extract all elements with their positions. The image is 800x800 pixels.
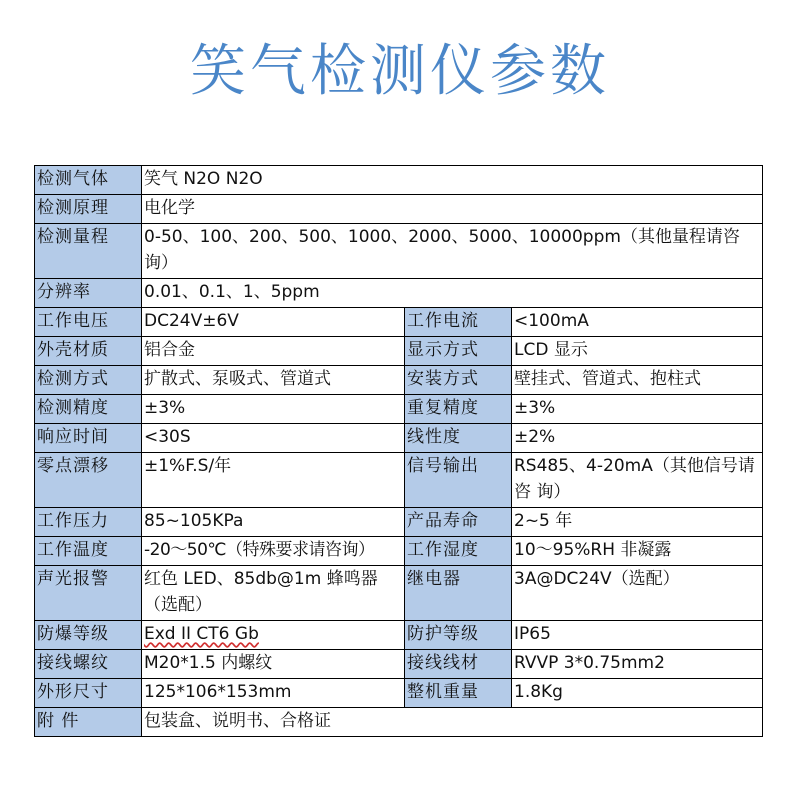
param-value: ±2% [512,424,763,453]
param-value: 铝合金 [142,337,405,366]
param-label: 工作压力 [35,508,142,537]
param-label: 产品寿命 [405,508,512,537]
table-row [35,708,763,737]
param-label: 继电器 [405,566,512,621]
table-row [35,424,763,453]
spec-table [34,165,763,737]
explosion-proof-grade: Exd II CT6 Gb [144,624,259,644]
table-row [35,508,763,537]
table-row [35,166,763,195]
param-value: -20～50℃（特殊要求请咨询） [142,537,405,566]
param-label: 外形尺寸 [35,679,142,708]
param-label: 工作湿度 [405,537,512,566]
table-row [35,279,763,308]
param-label: 附 件 [35,708,142,737]
param-value: <30S [142,424,405,453]
param-label: 零点漂移 [35,453,142,508]
param-label: 线性度 [405,424,512,453]
param-value: IP65 [512,621,763,650]
param-label: 检测原理 [35,195,142,224]
table-row [35,453,763,508]
param-label: 信号输出 [405,453,512,508]
param-label: 响应时间 [35,424,142,453]
param-value: 3A@DC24V（选配） [512,566,763,621]
param-value: RVVP 3*0.75mm2 [512,650,763,679]
table-row [35,308,763,337]
param-value: 电化学 [142,195,763,224]
page-title: 笑气检测仪参数 [190,39,610,104]
param-label: 防护等级 [405,621,512,650]
param-label: 工作电压 [35,308,142,337]
table-row [35,566,763,621]
param-label: 显示方式 [405,337,512,366]
table-row [35,224,763,279]
param-value: DC24V±6V [142,308,405,337]
param-label: 整机重量 [405,679,512,708]
param-value: <100mA [512,308,763,337]
table-row [35,366,763,395]
table-row [35,395,763,424]
param-label: 接线螺纹 [35,650,142,679]
param-value: 2~5 年 [512,508,763,537]
param-value: 85~105KPa [142,508,405,537]
table-row [35,650,763,679]
param-label: 声光报警 [35,566,142,621]
table-row [35,621,763,650]
param-value: 10～95%RH 非凝露 [512,537,763,566]
param-value: 0.01、0.1、1、5ppm [142,279,763,308]
param-label: 分辨率 [35,279,142,308]
table-row [35,337,763,366]
param-value: RS485、4-20mA（其他信号请咨 询） [512,453,763,508]
param-label: 外壳材质 [35,337,142,366]
param-value: M20*1.5 内螺纹 [142,650,405,679]
table-row [35,679,763,708]
param-label: 接线线材 [405,650,512,679]
param-label: 检测量程 [35,224,142,279]
param-label: 工作温度 [35,537,142,566]
param-value: ±1%F.S/年 [142,453,405,508]
param-value: 1.8Kg [512,679,763,708]
param-value: 125*106*153mm [142,679,405,708]
param-value: 红色 LED、85db@1m 蜂鸣器（选配） [142,566,405,621]
param-value: 扩散式、泵吸式、管道式 [142,366,405,395]
param-value: 壁挂式、管道式、抱柱式 [512,366,763,395]
param-label: 检测精度 [35,395,142,424]
param-label: 安装方式 [405,366,512,395]
param-value: 0-50、100、200、500、1000、2000、5000、10000ppm（其他量程请咨询） [142,224,763,279]
param-value: ±3% [512,395,763,424]
table-row [35,195,763,224]
table-row [35,537,763,566]
param-value [142,621,405,650]
param-value: 笑气 N2O N2O [142,166,763,195]
param-value: LCD 显示 [512,337,763,366]
param-label: 重复精度 [405,395,512,424]
param-label: 检测方式 [35,366,142,395]
param-label: 工作电流 [405,308,512,337]
param-value: 包装盒、说明书、合格证 [142,708,763,737]
param-label: 防爆等级 [35,621,142,650]
param-value: ±3% [142,395,405,424]
param-label: 检测气体 [35,166,142,195]
